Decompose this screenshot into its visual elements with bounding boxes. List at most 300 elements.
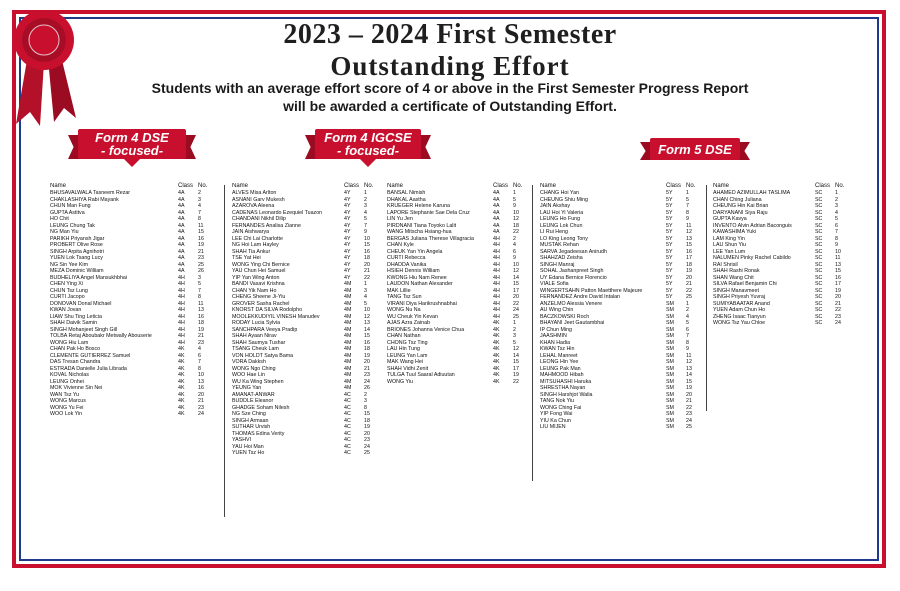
student-number: 20 (364, 261, 370, 268)
banner-form4-dse-subtitle: - focused- (100, 143, 164, 158)
student-class: 4H (178, 300, 185, 307)
student-name: AZAROVA Aleena (232, 203, 275, 209)
student-name: MOOLEKKUDIYIL VINESH Manudev (232, 313, 320, 320)
student-name: RODAY Lucia Sylvia (232, 320, 281, 326)
student-name: YAU Chun Hei Samuel (232, 268, 286, 274)
student-number: 2 (513, 326, 516, 333)
name-list-column-4 (540, 183, 706, 431)
student-name: YIP Fong Wai (540, 411, 573, 417)
student-name: CHEUNG Shiu Ming (540, 196, 588, 203)
student-name: NG Man Yiu (50, 229, 79, 235)
student-name: THOMAS Edina Verity (232, 430, 285, 437)
student-number: 3 (513, 333, 516, 339)
student-class: 4K (493, 359, 500, 365)
student-class: 4H (493, 281, 500, 287)
student-class: 4H (178, 287, 185, 294)
student-number: 15 (513, 359, 519, 365)
student-number: 4 (513, 242, 516, 248)
student-number: 15 (198, 229, 204, 235)
student-name: SHRESTHA Nayan (540, 385, 586, 391)
student-number: 8 (198, 294, 201, 300)
student-class: 4A (493, 196, 500, 203)
student-number: 19 (513, 372, 519, 378)
student-class: 4K (493, 320, 500, 326)
student-class: 4H (493, 255, 500, 261)
student-name: MITSUHASHI Haruka (540, 378, 592, 385)
student-name: DAS Tresan Chandra (50, 359, 101, 365)
student-number: 14 (364, 326, 370, 333)
student-class: 4H (493, 300, 500, 307)
student-number: 21 (364, 268, 370, 274)
student-name: AJAS Azra Zainab (387, 320, 430, 326)
student-name: KNORST DA SILVA Rodolpho (232, 307, 303, 313)
student-name: WONG Yu Fei (50, 404, 84, 411)
banner-form4-dse (68, 129, 196, 159)
student-number: 17 (835, 281, 841, 287)
student-number: 6 (686, 326, 689, 333)
student-row (50, 411, 218, 418)
student-number: 12 (513, 268, 519, 274)
student-class: 5Y (666, 242, 673, 248)
student-class: 4K (493, 346, 500, 352)
student-class: SC (815, 235, 823, 242)
student-class: 4A (178, 190, 185, 196)
student-class: 5Y (666, 235, 673, 242)
student-number: 25 (513, 313, 519, 320)
student-class: SM (666, 391, 674, 398)
student-class: 5Y (666, 281, 673, 287)
student-name: YUEN Tsz Ho (232, 450, 265, 456)
student-number: 23 (364, 372, 370, 378)
student-name: KRUEGER Helene Karuna (387, 203, 451, 209)
student-name: CHAN Nathan (387, 333, 421, 339)
student-number: 2 (686, 307, 689, 313)
student-name: DHADDA Vanika (387, 261, 427, 268)
student-class: 4C (344, 437, 351, 443)
student-number: 6 (835, 222, 838, 229)
student-class: SM (666, 398, 674, 404)
student-number: 15 (364, 242, 370, 248)
student-name: GROVER Sasha Rachel (232, 300, 290, 307)
student-name: FERNANDEZ Andre David Intalan (540, 294, 621, 300)
student-name: YIU Ka Chun (540, 417, 571, 424)
student-number: 23 (686, 411, 692, 417)
student-name: CLEMENTE GUTIERREZ Samuel (50, 352, 131, 359)
student-name: CURTI Jacopo (50, 294, 85, 300)
student-name: BHAYANI Jeet Gautambhai (540, 320, 605, 326)
student-number: 2 (364, 391, 367, 398)
student-class: SC (815, 229, 823, 235)
student-number: 21 (364, 365, 370, 372)
student-number: 21 (198, 333, 204, 339)
student-name: LAPORE Stephanie Sae Dela Cruz (387, 209, 470, 216)
banner-form4-igcse (305, 129, 431, 159)
student-class: 4A (178, 216, 185, 222)
student-name: SHAH Tia Ankur (232, 248, 271, 255)
student-number: 7 (198, 209, 201, 216)
student-name: WONG Tsz Yau Chloe (713, 320, 766, 326)
student-name: LEUNG Ho Fung (540, 216, 581, 222)
student-number: 24 (513, 307, 519, 313)
student-number: 13 (364, 320, 370, 326)
student-name: KWAN Tsz Hin (540, 346, 575, 352)
student-class: 4K (178, 372, 185, 378)
student-row (713, 320, 855, 327)
student-number: 20 (686, 391, 692, 398)
student-class: SM (666, 411, 674, 417)
student-number: 8 (198, 365, 201, 372)
student-class: 4K (493, 333, 500, 339)
student-class: 4Y (344, 255, 351, 261)
student-name: SHAH Vidhi Zenit (387, 365, 429, 372)
student-name: CHEUK Yan Yin Angela (387, 248, 443, 255)
student-class: SM (666, 339, 674, 346)
student-class: 4Y (344, 235, 351, 242)
student-class: 4K (493, 352, 500, 359)
student-name: SANCHPARA Veeya Pradip (232, 326, 298, 333)
student-number: 1 (513, 190, 516, 196)
student-number: 25 (198, 261, 204, 268)
page-title-year: 2023 – 2024 First Semester (283, 19, 617, 50)
student-name: MOK Vivienne Sin Nei (50, 385, 103, 391)
student-name: YAU Hoi Man (232, 443, 264, 450)
student-class: 4A (178, 203, 185, 209)
student-name: TOLBA Retaj Aboubakr Metwally Abouserie (50, 333, 152, 339)
student-name: WONG Yiu (387, 378, 413, 385)
student-class: 4K (178, 352, 185, 359)
student-number: 14 (513, 352, 519, 359)
student-number: 24 (198, 411, 204, 417)
student-number: 8 (835, 235, 838, 242)
student-number: 1 (686, 300, 689, 307)
student-class: SM (666, 313, 674, 320)
student-number: 4 (686, 313, 689, 320)
student-class: SC (815, 242, 823, 248)
student-class: 4Y (344, 261, 351, 268)
student-class: SM (666, 378, 674, 385)
student-class: 4A (178, 229, 185, 235)
student-number: 5 (513, 339, 516, 346)
student-number: 10 (364, 307, 370, 313)
student-class: 4M (344, 294, 352, 300)
student-number: 19 (364, 424, 370, 430)
student-class: 4H (178, 281, 185, 287)
student-name: BANDI Vasavi Krishna (232, 281, 285, 287)
student-number: 12 (686, 359, 692, 365)
student-class: SC (815, 294, 823, 300)
student-name: MEZA Dominic William (50, 268, 104, 274)
student-class: SC (815, 190, 823, 196)
student-number: 9 (513, 203, 516, 209)
student-class: 4H (178, 339, 185, 346)
student-number: 3 (198, 196, 201, 203)
student-number: 22 (513, 229, 519, 235)
student-class: 4Y (344, 203, 351, 209)
student-number: 15 (364, 333, 370, 339)
student-number: 5 (686, 196, 689, 203)
student-number: 1 (686, 190, 689, 196)
student-name: YIP Yan Wing Anton (232, 274, 280, 281)
header-name: Name (540, 183, 557, 189)
student-name: MAHMOOD Hibah (540, 372, 584, 378)
student-class: 4C (344, 430, 351, 437)
name-list-column-2 (232, 183, 384, 457)
student-number: 2 (198, 190, 201, 196)
student-number: 12 (686, 229, 692, 235)
student-number: 26 (198, 268, 204, 274)
student-name: LEONG Hin Yee (540, 359, 579, 365)
student-name: CHAN Ching Juliana (713, 196, 762, 203)
student-number: 7 (198, 287, 201, 294)
column-divider (706, 185, 707, 411)
student-name: LEE Yan Lum (713, 248, 746, 255)
student-number: 21 (686, 281, 692, 287)
student-class: 4H (493, 242, 500, 248)
student-class: 4H (178, 307, 185, 313)
student-class: 4M (344, 326, 352, 333)
student-number: 13 (198, 378, 204, 385)
student-number: 22 (513, 378, 519, 385)
name-list-column-5 (713, 183, 855, 327)
banner-form5-dse-title: Form 5 DSE (658, 141, 732, 157)
student-number: 18 (686, 261, 692, 268)
student-class: 4Y (344, 216, 351, 222)
student-class: SM (666, 333, 674, 339)
student-class: SC (815, 255, 823, 261)
list-header (713, 183, 855, 190)
student-name: CHEN Ying Xi (50, 281, 83, 287)
student-number: 4 (364, 294, 367, 300)
student-class: SC (815, 268, 823, 274)
student-number: 25 (686, 424, 692, 430)
student-name: CHAN Yik Nam Ho (232, 287, 277, 294)
student-number: 21 (835, 300, 841, 307)
student-name: KWONG Hiu Nam Renee (387, 274, 447, 281)
student-number: 21 (198, 248, 204, 255)
student-class: 4Y (344, 190, 351, 196)
student-name: WONG Marcus (50, 398, 86, 404)
student-name: WINGERTSAHN Patton Maetthere Majeure (540, 287, 643, 294)
student-number: 22 (513, 300, 519, 307)
student-class: SM (666, 372, 674, 378)
student-class: 4A (493, 222, 500, 229)
student-name: SHAN Wang Chit (713, 274, 754, 281)
student-name: LEUNG Chung Tak (50, 222, 95, 229)
student-number: 13 (835, 261, 841, 268)
student-class: 5Y (666, 248, 673, 255)
student-class: 4H (178, 274, 185, 281)
student-name: CHANG Hoi Yan (540, 190, 579, 196)
student-number: 21 (686, 398, 692, 404)
student-name: SUTHAR Urvish (232, 424, 271, 430)
student-number: 20 (364, 359, 370, 365)
student-number: 18 (364, 346, 370, 352)
student-class: 4M (344, 385, 352, 391)
student-class: 4M (344, 300, 352, 307)
student-number: 2 (364, 196, 367, 203)
student-name: PARIKH Priyansh Jigar (50, 235, 105, 242)
student-number: 22 (364, 274, 370, 281)
student-class: 4H (493, 261, 500, 268)
student-name: WONG Nu Na (387, 307, 421, 313)
student-class: 4C (344, 443, 351, 450)
student-number: 10 (835, 248, 841, 255)
header-class: Class (344, 183, 360, 189)
student-number: 24 (364, 378, 370, 385)
student-class: 4C (344, 417, 351, 424)
student-number: 24 (835, 320, 841, 326)
student-number: 6 (198, 352, 201, 359)
student-name: CHENG Sheene Ji-Yiu (232, 294, 286, 300)
student-name: VON HOLDT Satya Bama (232, 352, 294, 359)
student-class: SC (815, 203, 823, 209)
student-name: SINGH Harshjot Walia (540, 391, 593, 398)
student-name: SINGH Manraj (540, 261, 575, 268)
student-class: SM (666, 307, 674, 313)
student-name: BERGAS Juliana Therese Villagracia (387, 235, 474, 242)
header-class: Class (178, 183, 194, 189)
student-name: TULGA Tuul Saaral Adiuutan (387, 372, 455, 378)
student-number: 17 (686, 255, 692, 261)
student-number: 16 (198, 313, 204, 320)
student-name: VIRANI Diya Harikrushnabhai (387, 300, 457, 307)
student-name: LIU MIJEN (540, 424, 566, 430)
student-name: GUPTA Astitva (50, 209, 85, 216)
student-class: 4A (178, 242, 185, 248)
student-name: LEHAL Manreet (540, 352, 578, 359)
student-name: JAIN Aishwarya (232, 229, 270, 235)
student-number: 8 (686, 209, 689, 216)
student-class: 4M (344, 346, 352, 352)
student-class: 4A (178, 255, 185, 261)
student-class: 4Y (344, 222, 351, 229)
student-class: 4A (178, 196, 185, 203)
student-class: 4H (178, 326, 185, 333)
student-number: 12 (364, 313, 370, 320)
list-header (232, 183, 384, 190)
student-row (232, 450, 384, 457)
student-name: SARVA Jegadeesan Anirudh (540, 248, 607, 255)
student-name: SHAHZAD Zeisha (540, 255, 583, 261)
student-class: 4M (344, 352, 352, 359)
student-class: 5Y (666, 229, 673, 235)
student-name: LI Rui Heng (540, 229, 568, 235)
student-class: 4M (344, 307, 352, 313)
student-class: 4K (178, 411, 185, 417)
student-name: SINGH Armaan (232, 417, 269, 424)
student-name: IP Chun Ming (540, 326, 572, 333)
student-class: 4Y (344, 242, 351, 248)
student-number: 11 (198, 222, 204, 229)
student-name: LO King Leong Tony (540, 235, 588, 242)
student-number: 15 (686, 242, 692, 248)
student-name: YEUNG Yan (232, 385, 262, 391)
student-class: 5Y (666, 294, 673, 300)
student-name: SUMIYABAATAR Anand (713, 300, 770, 307)
student-number: 5 (364, 300, 367, 307)
student-name: SINGH Mohanjeet Singh Gill (50, 326, 118, 333)
header-number: No. (513, 183, 523, 189)
student-number: 18 (364, 417, 370, 424)
student-name: YUEN Lok Tsang Lucy (50, 255, 103, 261)
student-class: 4K (178, 385, 185, 391)
student-class: 4C (344, 424, 351, 430)
student-name: WONG Hiu Lam (50, 339, 89, 346)
student-name: LEUNG Pak Man (540, 365, 581, 372)
subtitle-line-1: Students with an average effort score of 4 or above in the First Semester Progress Report (151, 80, 749, 96)
student-number: 13 (198, 307, 204, 313)
student-number: 16 (364, 339, 370, 346)
student-name: LAUDON Nathan Alexander (387, 281, 453, 287)
student-number: 26 (364, 385, 370, 391)
student-class: SM (666, 365, 674, 372)
student-class: 4K (493, 372, 500, 378)
student-class: 4M (344, 320, 352, 326)
student-class: SC (815, 313, 823, 320)
student-number: 2 (513, 235, 516, 242)
student-number: 9 (835, 242, 838, 248)
student-number: 4 (364, 209, 367, 216)
student-class: 4A (493, 203, 500, 209)
student-name: HSIEH Dennis William (387, 268, 440, 274)
student-class: 4A (493, 229, 500, 235)
student-number: 3 (835, 203, 838, 209)
student-number: 5 (513, 196, 516, 203)
student-name: WU Cheuk Yin Kevan (387, 313, 438, 320)
student-name: LEUNG Lok Chun (540, 222, 583, 229)
student-number: 6 (513, 248, 516, 255)
student-class: 4H (493, 268, 500, 274)
student-name: LAU Hin Tung (387, 346, 420, 352)
student-class: 4K (178, 378, 185, 385)
student-number: 24 (686, 417, 692, 424)
student-class: 4A (493, 190, 500, 196)
student-number: 19 (198, 242, 204, 248)
student-name: WONG Ngo Ching (232, 365, 276, 372)
student-class: 4H (178, 313, 185, 320)
student-name: SHAH Daivik Samin (50, 320, 98, 326)
student-name: JAASHMIN (540, 333, 567, 339)
student-number: 23 (198, 255, 204, 261)
student-number: 16 (198, 385, 204, 391)
student-name: GHADGE Soham Nilesh (232, 404, 290, 411)
student-class: 5Y (666, 287, 673, 294)
student-class: 4H (493, 274, 500, 281)
student-number: 19 (198, 326, 204, 333)
student-class: 4K (178, 404, 185, 411)
student-number: 19 (835, 287, 841, 294)
student-class: 4Y (344, 274, 351, 281)
student-class: 4Y (344, 268, 351, 274)
student-number: 14 (513, 274, 519, 281)
student-number: 23 (835, 313, 841, 320)
student-number: 10 (513, 261, 519, 268)
student-name: MAK Lillie (387, 287, 411, 294)
student-class: 4H (493, 235, 500, 242)
student-number: 8 (364, 404, 367, 411)
student-number: 17 (513, 287, 519, 294)
student-name: PROBERT Olive Rose (50, 242, 103, 248)
student-class: SC (815, 320, 823, 326)
student-class: 4C (344, 404, 351, 411)
student-name: CHAN Pak Ho Bosco (50, 346, 101, 352)
student-name: FERNANDES Analisa Zianne (232, 222, 301, 229)
header-number: No. (364, 183, 374, 189)
student-class: 4K (493, 378, 500, 385)
student-class: SC (815, 307, 823, 313)
student-number: 20 (686, 274, 692, 281)
student-number: 13 (686, 235, 692, 242)
